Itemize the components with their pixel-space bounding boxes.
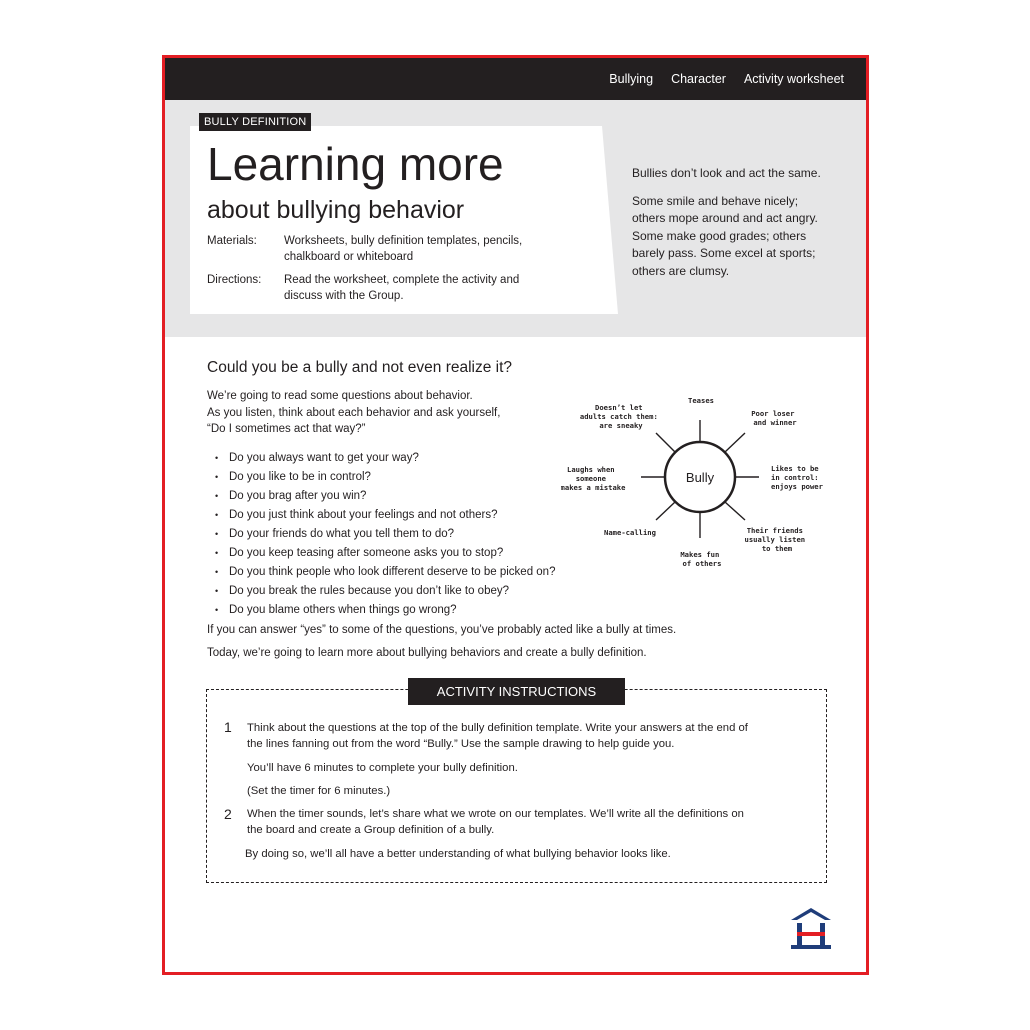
label-control: Likes to be in control: enjoys power [771,464,823,491]
step-1-text: Think about the questions at the top of the bully definition template. Write your answers at the end of the lines fanning out from the word “Bully.” Use the sample drawing to help guide you. [247,722,748,750]
question-item: • Do you like to be in control? [215,468,555,487]
question-item: • Do your friends do what you tell them to do? [215,525,555,544]
intro-text [207,388,547,438]
bully-description [632,165,832,290]
nav-activity-worksheet[interactable]: Activity worksheet [743,72,844,86]
label-makes-fun: Makes fun of others [680,550,722,568]
label-teases: Teases [688,396,714,405]
description-line-1: Bullies don’t look and act the same. [632,166,821,180]
intro-line-3: “Do I sometimes act that way?” [207,423,366,435]
bully-diagram [561,388,841,578]
question-item: • Do you just think about your feelings and not others? [215,506,555,525]
label-poor-loser: Poor loser and winner [751,409,797,427]
worksheet-page [162,55,869,975]
directions-label: Directions: [207,274,262,286]
closing-paragraph-1: If you can answer “yes” to some of the questions, you’ve probably acted like a bully at times. [207,624,677,636]
step-2-text: When the timer sounds, let’s share what we wrote on our templates. We’ll write all the definitions on the board and create a Group definition of a bully. [247,808,744,836]
diagram-center-label: Bully [685,470,715,485]
question-item: • Do you think people who look different deserve to be picked on? [215,563,555,582]
materials-row [207,233,557,267]
question-item: • Do you keep teasing after someone asks you to stop? [215,544,555,563]
publisher-logo [789,906,833,952]
page-title: Learning more [207,138,504,190]
nav-links [609,58,844,100]
nav-character[interactable]: Character [671,72,726,86]
section-heading: Could you be a bully and not even realize it? [207,359,513,376]
label-friends-listen: Their friends usually listen to them [744,526,806,553]
description-line-2: Some smile and behave nicely; others mope around and act angry. Some make good grades; others barely pass. Some excel at sports; others are clumsy. [632,193,818,278]
intro-line-2: As you listen, think about each behavior and ask yourself, [207,406,501,419]
step-1-number: 1 [224,719,232,735]
question-item: • Do you break the rules because you don’t like to obey? [215,582,555,601]
step-1-note-1: You’ll have 6 minutes to complete your bully definition. [247,762,518,774]
nav-bullying[interactable]: Bullying [609,72,654,86]
header-band [165,100,866,337]
closing-paragraph-2: Today, we’re going to learn more about bullying behaviors and create a bully definition. [207,647,647,659]
question-list [215,449,555,620]
label-laughs: Laughs when someone makes a mistake [561,465,626,492]
directions-row [207,272,557,306]
question-item: • Do you blame others when things go wrong? [215,601,555,620]
materials-label: Materials: [207,235,257,247]
section-tag: BULLY DEFINITION [199,113,311,131]
top-nav-bar [165,58,866,100]
label-name-calling: Name-calling [604,528,656,537]
step-2-note: By doing so, we’ll all have a better understanding of what bullying behavior looks like. [245,848,671,860]
step-2-number: 2 [224,806,232,822]
materials-value: Worksheets, bully definition templates, pencils, chalkboard or whiteboard [284,235,523,263]
intro-line-1: We’re going to read some questions about behavior. [207,390,473,402]
label-sneaky: Doesn’t let adults catch them: are sneaky [579,403,658,430]
activity-title: ACTIVITY INSTRUCTIONS [408,678,625,705]
question-item: • Do you always want to get your way? [215,449,555,468]
directions-value: Read the worksheet, complete the activity and discuss with the Group. [284,274,520,302]
step-1-note-2: (Set the timer for 6 minutes.) [247,785,391,797]
question-item: • Do you brag after you win? [215,487,555,506]
page-subtitle: about bullying behavior [207,196,465,224]
